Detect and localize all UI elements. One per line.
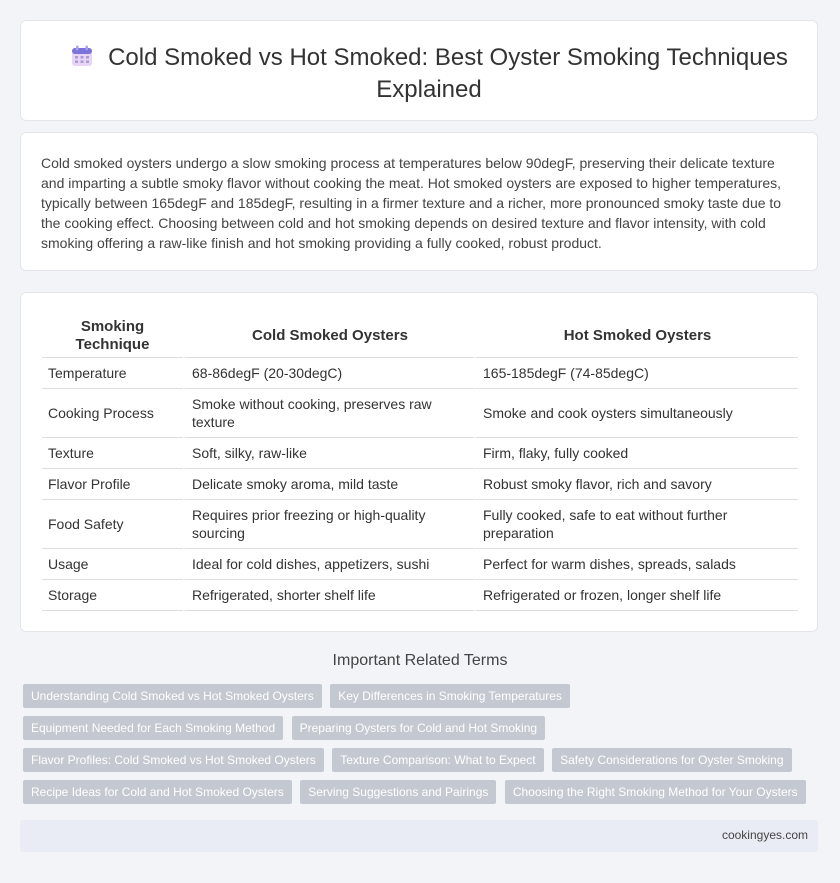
related-term-tag[interactable]: Understanding Cold Smoked vs Hot Smoked Oysters — [23, 684, 322, 708]
table-header-cell: Cold Smoked Oysters — [183, 316, 474, 358]
table-cell: Robust smoky flavor, rich and savory — [474, 469, 798, 500]
table-cell: 165-185degF (74-85degC) — [474, 358, 798, 389]
table-cell: Storage — [42, 580, 183, 611]
table-header-cell: Hot Smoked Oysters — [474, 316, 798, 358]
table-cell: 68-86degF (20-30degC) — [183, 358, 474, 389]
related-term-tag[interactable]: Serving Suggestions and Pairings — [300, 780, 496, 804]
related-terms-title: Important Related Terms — [332, 652, 508, 669]
calendar-icon — [70, 44, 94, 75]
table-cell: Usage — [42, 549, 183, 580]
table-row — [42, 358, 798, 389]
related-term-tag[interactable]: Safety Considerations for Oyster Smoking — [552, 748, 791, 772]
comparison-table-card — [20, 292, 818, 632]
related-term-tag[interactable]: Texture Comparison: What to Expect — [332, 748, 543, 772]
footer — [20, 820, 818, 852]
table-header-cell: Smoking Technique — [42, 316, 183, 358]
table-cell: Firm, flaky, fully cooked — [474, 438, 798, 469]
table-cell: Perfect for warm dishes, spreads, salads — [474, 549, 798, 580]
footer-site-link[interactable]: cookingyes.com — [721, 828, 808, 842]
table-cell: Ideal for cold dishes, appetizers, sushi — [183, 549, 474, 580]
table-row — [42, 549, 798, 580]
intro-text: Cold smoked oysters undergo a slow smoking process at temperatures below 90degF, preserving their delicate texture and imparting a subtle smoky flavor without cooking the meat. Hot smoked oysters are exposed to higher temperatures, typically between 165degF and 185degF, resulting in a firmer texture and a richer, more pronounced smoky taste due to the cooking effect. Choosing between cold and hot smoking depends on desired texture and flavor intensity, with cold smoking offering a raw-like finish and hot smoking providing a fully cooked, robust product. — [41, 155, 782, 251]
intro-card — [20, 132, 818, 271]
comparison-table — [42, 316, 798, 611]
page-title-wrap — [61, 43, 797, 104]
table-row — [42, 469, 798, 500]
table-cell: Requires prior freezing or high-quality sourcing — [183, 500, 474, 549]
table-row — [42, 580, 798, 611]
tag-row — [23, 748, 813, 780]
table-cell: Flavor Profile — [42, 469, 183, 500]
table-row — [42, 389, 798, 438]
related-term-tag[interactable]: Equipment Needed for Each Smoking Method — [23, 716, 283, 740]
table-cell: Temperature — [42, 358, 183, 389]
table-row — [42, 438, 798, 469]
related-term-tag[interactable]: Preparing Oysters for Cold and Hot Smoking — [292, 716, 545, 740]
tag-row — [23, 780, 813, 812]
related-term-tag[interactable]: Flavor Profiles: Cold Smoked vs Hot Smoked Oysters — [23, 748, 324, 772]
tag-row — [23, 716, 813, 748]
table-cell: Smoke and cook oysters simultaneously — [474, 389, 798, 438]
table-cell: Cooking Process — [42, 389, 183, 438]
header-card — [20, 20, 818, 121]
table-cell: Food Safety — [42, 500, 183, 549]
related-terms-list — [23, 684, 813, 812]
table-cell: Refrigerated, shorter shelf life — [183, 580, 474, 611]
table-cell: Refrigerated or frozen, longer shelf life — [474, 580, 798, 611]
related-term-tag[interactable]: Choosing the Right Smoking Method for Your Oysters — [505, 780, 806, 804]
related-term-tag[interactable]: Recipe Ideas for Cold and Hot Smoked Oysters — [23, 780, 292, 804]
table-cell: Smoke without cooking, preserves raw texture — [183, 389, 474, 438]
table-header-row — [42, 316, 798, 358]
table-row — [42, 500, 798, 549]
table-cell: Fully cooked, safe to eat without further preparation — [474, 500, 798, 549]
page-title: Cold Smoked vs Hot Smoked: Best Oyster Smoking Techniques Explained — [108, 44, 788, 103]
table-cell: Texture — [42, 438, 183, 469]
related-term-tag[interactable]: Key Differences in Smoking Temperatures — [330, 684, 570, 708]
tag-row — [23, 684, 813, 716]
table-cell: Soft, silky, raw-like — [183, 438, 474, 469]
table-cell: Delicate smoky aroma, mild taste — [183, 469, 474, 500]
